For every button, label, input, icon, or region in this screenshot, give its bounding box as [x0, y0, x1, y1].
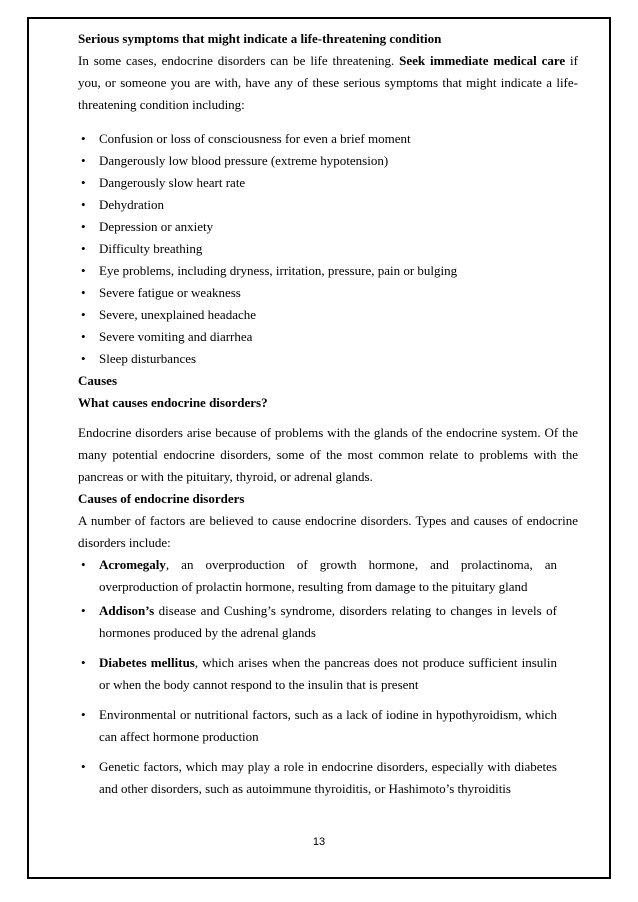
- list-item: • Dehydration: [81, 197, 164, 212]
- list-item: • Depression or anxiety: [81, 219, 214, 234]
- list-item: • Severe fatigue or weakness: [81, 285, 241, 300]
- intro-text-after: if you, or someone you are with, have any of these serious symptoms that might indicate a life-threatening condition including:: [78, 53, 578, 112]
- list-item: • Environmental or nutritional factors, such as a lack of iodine in hypothyroidism, which can affect hormone production: [81, 707, 557, 744]
- spacer: [78, 414, 578, 422]
- symptoms-intro: [78, 50, 578, 116]
- causes-paragraph: Endocrine disorders arise because of problems with the glands of the endocrine system. Of the many potential endocrine disorders, some of the most common relate to problems with the pancreas or with the pituitary, thyroid, or adrenal glands.: [78, 425, 578, 484]
- causes-heading: Causes: [78, 373, 118, 388]
- list-item: • Confusion or loss of consciousness for even a brief moment: [81, 131, 411, 146]
- list-item: • Eye problems, including dryness, irritation, pressure, pain or bulging: [81, 263, 458, 278]
- causes-of-disorders-heading: Causes of endocrine disorders: [78, 491, 245, 506]
- list-item: • Dangerously slow heart rate: [81, 175, 246, 190]
- intro-text-before: In some cases, endocrine disorders can be life threatening.: [78, 53, 400, 68]
- causes-subheading: What causes endocrine disorders?: [78, 395, 268, 410]
- list-item: • Acromegaly, an overproduction of growth hormone, and prolactinoma, an overproduction of prolactin hormone, resulting from damage to the pituitary gland: [81, 557, 557, 594]
- page-content: [78, 28, 578, 800]
- list-item: • Addison’s disease and Cushing’s syndrome, disorders relating to changes in levels of hormones produced by the adrenal glands: [81, 603, 557, 640]
- list-item: • Diabetes mellitus, which arises when the pancreas does not produce sufficient insulin or when the body cannot respond to the insulin that is present: [81, 655, 557, 692]
- list-item: • Genetic factors, which may play a role in endocrine disorders, especially with diabetes and other disorders, such as autoimmune thyroiditis, or Hashimoto’s thyroiditis: [81, 759, 557, 796]
- list-item: • Severe vomiting and diarrhea: [81, 329, 253, 344]
- list-item: • Dangerously low blood pressure (extreme hypotension): [81, 153, 389, 168]
- page-number: 13: [312, 836, 326, 848]
- symptoms-heading: Serious symptoms that might indicate a life-threatening condition: [78, 31, 442, 46]
- list-item: • Severe, unexplained headache: [81, 307, 257, 322]
- spacer: [78, 116, 578, 128]
- symptoms-list: [78, 128, 578, 370]
- causes-of-disorders-paragraph: A number of factors are believed to cause endocrine disorders. Types and causes of endocrine disorders include:: [78, 513, 578, 550]
- causes-list: [78, 554, 578, 800]
- list-item: • Sleep disturbances: [81, 351, 197, 366]
- list-item: • Difficulty breathing: [81, 241, 203, 256]
- intro-bold-text: Seek immediate medical care: [399, 53, 566, 68]
